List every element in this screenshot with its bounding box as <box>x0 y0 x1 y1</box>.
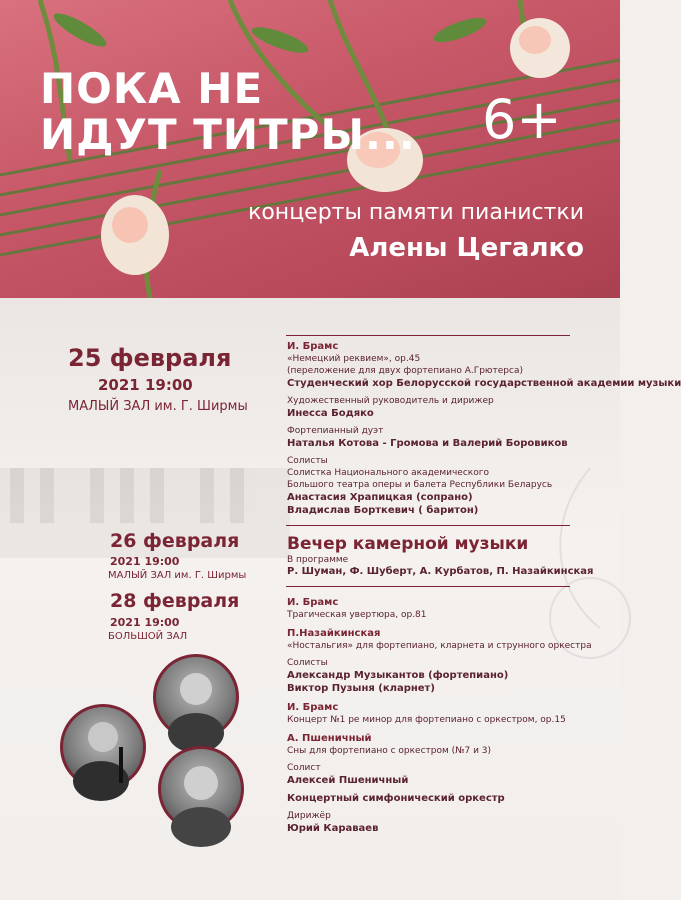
divider <box>286 586 570 587</box>
concert3-program-line: Виктор Пузыня (кларнет) <box>287 683 435 694</box>
concert1-program-line: Солистка Национального академического <box>287 468 489 478</box>
concert3-program-line: Солист <box>287 763 321 773</box>
title-line-1: ПОКА НЕ <box>40 64 264 113</box>
concert3-program-line: Юрий Караваев <box>287 823 379 834</box>
concert1-program-line: Инесса Бодяко <box>287 408 374 419</box>
concert3-program-line: Дирижёр <box>287 811 331 821</box>
concert2-in-program: В программе <box>287 555 349 565</box>
concert3-hall: БОЛЬШОЙ ЗАЛ <box>108 631 188 642</box>
concert3-program-line: «Ностальгия» для фортепиано, кларнета и струнного оркестра <box>287 641 592 651</box>
concert3-program-line: Алексей Пшеничный <box>287 775 409 786</box>
divider <box>286 335 570 336</box>
concert1-program-line: Художественный руководитель и дирижер <box>287 396 494 406</box>
concert3-program-line: Александр Музыкантов (фортепиано) <box>287 670 509 681</box>
concert3-program-line: И. Брамс <box>287 597 339 608</box>
concert3-time: 2021 19:00 <box>110 616 180 629</box>
age-rating: 6+ <box>482 88 562 151</box>
concert3-program-line: Трагическая увертюра, ор.81 <box>287 610 427 620</box>
concert2-date: 26 февраля <box>110 530 240 552</box>
concert3-date: 28 февраля <box>110 590 240 612</box>
program-section <box>0 298 681 900</box>
concert2-time: 2021 19:00 <box>110 555 180 568</box>
hero-banner <box>0 0 620 298</box>
portrait-placeholder-icon <box>156 657 236 737</box>
concert3-program-line: Солисты <box>287 658 328 668</box>
concert1-program-line: Большого театра оперы и балета Республики Беларусь <box>287 480 553 490</box>
concert3-program-line: Концерт №1 ре минор для фортепиано с оркестром, ор.15 <box>287 715 566 725</box>
divider <box>286 525 570 526</box>
event-title <box>40 66 416 158</box>
concert1-program-line: И. Брамс <box>287 341 339 352</box>
portrait-placeholder-icon <box>161 749 241 829</box>
concert1-hall: МАЛЫЙ ЗАЛ им. Г. Ширмы <box>68 399 248 414</box>
concert1-program-line: Солисты <box>287 456 328 466</box>
pianist-name: Алены Цегалко <box>349 233 584 263</box>
concert3-program-line: А. Пшеничный <box>287 733 372 744</box>
soloist-photo-clarinetist <box>60 704 146 790</box>
concert1-program-line: Студенческий хор Белорусской государственной академии музыки <box>287 378 681 389</box>
concert3-program-line: И. Брамс <box>287 702 339 713</box>
event-subtitle: концерты памяти пианистки <box>248 200 584 225</box>
portrait-placeholder-icon <box>63 707 143 787</box>
concert1-program-line: Фортепианный дуэт <box>287 426 384 436</box>
concert3-program-line: Сны для фортепиано с оркестром (№7 и 3) <box>287 746 492 756</box>
concert1-program-line: Анастасия Храпицкая (сопрано) <box>287 492 473 503</box>
concert1-program <box>287 340 681 517</box>
soloist-photo-composer <box>158 746 244 832</box>
concert1-program-line: (переложение для двух фортепиано А.Грютерса) <box>287 366 523 376</box>
concert1-program-line: Наталья Котова - Громова и Валерий Боровиков <box>287 438 568 449</box>
concert3-program-line: П.Назайкинская <box>287 628 381 639</box>
concert2-hall: МАЛЫЙ ЗАЛ им. Г. Ширмы <box>108 570 247 581</box>
concert1-time: 2021 19:00 <box>98 376 193 394</box>
concert3-program-line: Концертный симфонический оркестр <box>287 793 505 804</box>
concert1-program-line: «Немецкий реквием», ор.45 <box>287 354 421 364</box>
concert3-program <box>287 596 592 835</box>
concert1-program-line: Владислав Борткевич ( баритон) <box>287 505 479 516</box>
concert1-date: 25 февраля <box>68 344 232 372</box>
soloist-photo-pianist <box>153 654 239 740</box>
title-line-2: ИДУТ ТИТРЫ... <box>40 110 416 159</box>
concert2-title: Вечер камерной музыки <box>287 534 529 554</box>
concert2-composers: Р. Шуман, Ф. Шуберт, А. Курбатов, П. Назайкинская <box>287 566 594 577</box>
